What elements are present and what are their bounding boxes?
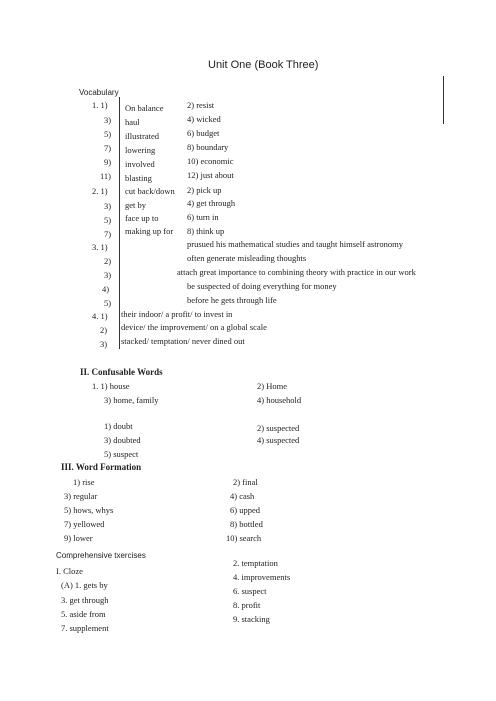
answer-right: 8) boundary	[187, 142, 229, 152]
cloze-answer: (A) 1. gets by	[61, 580, 108, 590]
answer-right: 4) wicked	[187, 114, 221, 124]
answer-left: involved	[125, 159, 155, 169]
item-number: 5)	[104, 129, 112, 139]
item-number: 2)	[104, 256, 112, 266]
item-number: 3)	[100, 339, 108, 349]
answer-left: 3) doubted	[104, 435, 141, 445]
vocabulary-heading: Vocabulary	[79, 88, 119, 97]
answer-left: 1) rise	[73, 477, 95, 487]
confusable-heading: II. Confusable Words	[80, 367, 163, 377]
answer-left: 9) lower	[64, 533, 93, 543]
item-number: 4)	[102, 284, 110, 294]
answer-right: 4) get through	[187, 198, 236, 208]
sentence-answer: before he gets through life	[187, 295, 277, 305]
page-title: Unit One (Book Three)	[208, 59, 319, 71]
sentence-answer: prusued his mathematical studies and taught himself astronomy	[187, 239, 403, 249]
answer-right: 4) household	[257, 395, 302, 405]
item-number: 3)	[104, 201, 112, 211]
sentence-answer: be suspected of doing everything for money	[187, 281, 337, 291]
item-number: 3)	[104, 270, 112, 280]
item-number: 5)	[104, 215, 112, 225]
answer-right: 2) Home	[257, 381, 287, 391]
answer-right: 4) suspected	[257, 435, 300, 445]
answer-left: illustrated	[125, 131, 159, 141]
phrase-answers: stacked/ temptation/ never dined out	[121, 336, 245, 346]
cloze-answer: 8. profit	[233, 600, 261, 610]
answer-left: haul	[125, 117, 140, 127]
cloze-answer: 6. suspect	[233, 586, 267, 596]
answer-right: 2) pick up	[187, 185, 222, 195]
phrase-answers: their indoor/ a profit/ to invest in	[121, 309, 233, 319]
answer-right: 8) bottled	[230, 519, 263, 529]
cloze-answer: 4. improvements	[233, 572, 291, 582]
answer-left: cut back/down	[125, 186, 175, 196]
answer-left: 5) suspect	[104, 449, 139, 459]
answer-right: 2) final	[233, 477, 258, 487]
answer-right: 2) suspected	[257, 423, 300, 433]
answer-left: 1) doubt	[104, 421, 133, 431]
sentence-answer: attach great importance to combining theory with practice in our work	[177, 267, 416, 277]
answer-left: lowering	[125, 145, 156, 155]
answer-right: 10) economic	[187, 156, 234, 166]
answer-right: 6) upped	[230, 505, 260, 515]
left-rule	[119, 97, 120, 349]
item-number: 7)	[104, 143, 112, 153]
cloze-answer: 7. supplement	[61, 623, 109, 633]
answer-right: 4) cash	[230, 491, 255, 501]
item-number: 2)	[100, 325, 108, 335]
answer-right: 2) resist	[187, 100, 215, 110]
answer-left: 3) home, family	[104, 395, 159, 405]
item-number: 9)	[104, 157, 112, 167]
cloze-answer: 2. temptation	[233, 558, 278, 568]
item-number: 3)	[104, 115, 112, 125]
cloze-answer: 5. aside from	[61, 609, 106, 619]
sentence-answer: often generate misleading thoughts	[187, 253, 307, 263]
cloze-heading: I. Cloze	[56, 566, 83, 576]
item-number: 2. 1)	[92, 186, 108, 196]
answer-left: face up to	[125, 213, 159, 223]
cloze-answer: 3. get through	[61, 595, 109, 605]
answer-right: 8) think up	[187, 226, 225, 236]
right-rule	[443, 76, 444, 124]
answer-left: making up for	[125, 226, 174, 236]
answer-right: 6) budget	[187, 128, 220, 138]
cloze-answer: 9. stacking	[233, 614, 270, 624]
item-number: 7)	[104, 229, 112, 239]
answer-left: 5) hows, whys	[64, 505, 114, 515]
formation-heading: III. Word Formation	[61, 462, 142, 472]
answer-left: 7) yellowed	[64, 519, 105, 529]
answer-left: On balance	[125, 103, 164, 113]
answer-right: 6) turn in	[187, 212, 219, 222]
phrase-answers: device/ the improvement/ on a global scale	[121, 322, 267, 332]
answer-left: 1. 1) house	[92, 381, 130, 391]
item-number: 1. 1)	[92, 100, 108, 110]
item-number: 5)	[104, 298, 112, 308]
answer-left: blasting	[125, 173, 152, 183]
item-number: 11)	[100, 171, 112, 181]
answer-left: 3) regular	[64, 491, 98, 501]
comprehensive-heading: Comprehensive txercises	[56, 551, 146, 560]
item-number: 4. 1)	[92, 311, 108, 321]
item-number: 3. 1)	[92, 242, 108, 252]
answer-right: 12) just about	[187, 170, 234, 180]
answer-right: 10) search	[226, 533, 262, 543]
answer-left: get by	[125, 200, 147, 210]
